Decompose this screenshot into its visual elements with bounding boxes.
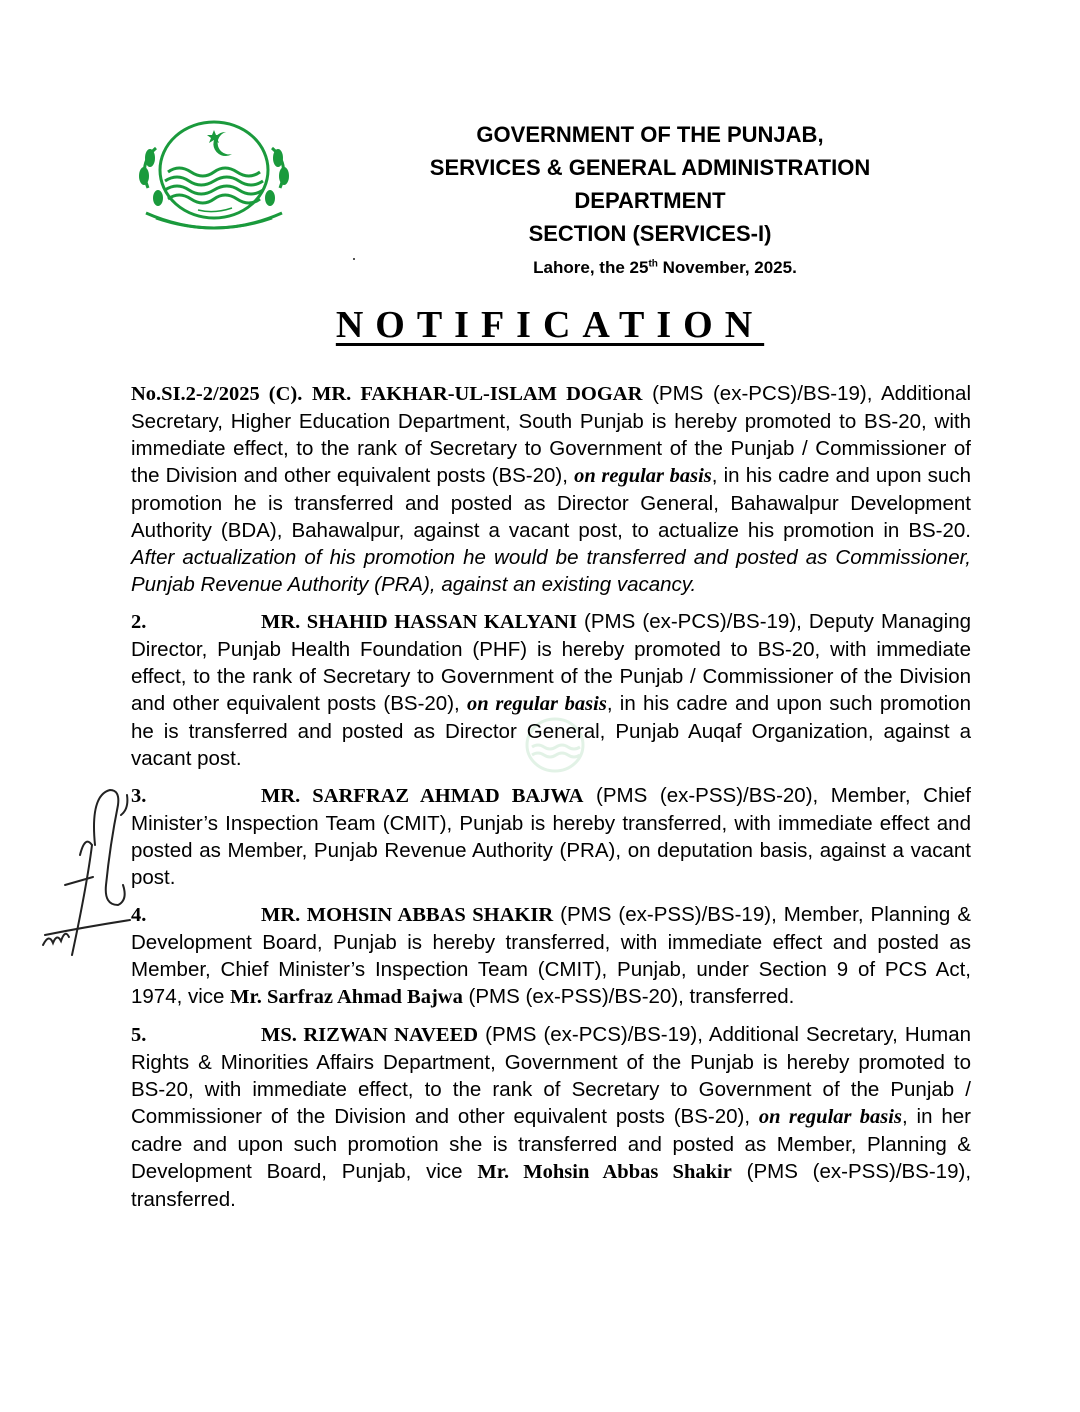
paragraph-5 bbox=[131, 1021, 971, 1213]
notification-date bbox=[370, 258, 960, 278]
paragraph-text: , in his cadre and upon such promotion he is transferred and posted as Director General, Punjab Auqaf Organization, against a vacant post. bbox=[131, 692, 971, 770]
paragraph-text: (PMS (ex-PCS)/BS-19), Additional Secretary, Higher Education Department, South Punjab is hereby promoted to BS-20, with immediate effect, to the rank of Secretary to Government of the Punjab / Commissioner of the Division and other equivalent posts (BS-20), bbox=[131, 382, 971, 487]
punjab-emblem-icon bbox=[128, 118, 300, 238]
paragraph-text: , in his cadre and upon such promotion he is transferred and posted as Director General, Bahawalpur Development Authority (BDA), Bahawalpur, against a vacant post, to actualize his promotion in BS-20. bbox=[131, 464, 971, 542]
paragraph-text: (PMS (ex-PCS)/BS-19), Deputy Managing Director, Punjab Health Foundation (PHF) is hereby promoted to BS-20, with immediate effect, to the rank of Secretary to Government of the Punjab / Commissioner of the Division and other equivalent posts (BS-20), bbox=[131, 610, 972, 715]
paragraph-1 bbox=[131, 380, 971, 598]
header-line-4: SECTION (SERVICES-I) bbox=[528, 221, 772, 246]
notification-body bbox=[131, 380, 971, 1223]
referenced-officer: Mr. Mohsin Abbas Shakir bbox=[477, 1161, 732, 1183]
referenced-officer: Mr. Sarfraz Ahmad Bajwa bbox=[230, 986, 463, 1008]
header-line-2: SERVICES & GENERAL ADMINISTRATION bbox=[429, 155, 871, 180]
paragraph-text: , in her cadre and upon such promotion she is transferred and posted as Member, Planning & Development Board, Punjab, vice bbox=[131, 1105, 971, 1183]
paragraph-number: 4. bbox=[131, 904, 147, 926]
italic-note: After actualization of his promotion he would be transferred and posted as Commissioner, Punjab Revenue Authority (PRA), against an existing vacancy. bbox=[131, 546, 971, 596]
paragraph-number: 3. bbox=[131, 785, 147, 807]
paragraph-2 bbox=[131, 608, 971, 772]
officer-name: MS. RIZWAN NAVEED bbox=[261, 1024, 479, 1046]
notification-title bbox=[0, 303, 1080, 347]
title-text: NOTIFICATION bbox=[335, 304, 765, 346]
emphasis-text: on regular basis bbox=[574, 465, 712, 487]
paragraph-text: (PMS (ex-PSS)/BS-20), Member, Chief Minister’s Inspection Team (CMIT), Punjab is hereby transferred, with immediate effect and posted as Member, Punjab Revenue Authority (PRA), on deputation basis, against a vacant post. bbox=[131, 784, 971, 889]
officer-name: MR. MOHSIN ABBAS SHAKIR bbox=[261, 904, 554, 926]
header-line-1: GOVERNMENT OF THE PUNJAB, bbox=[476, 122, 824, 147]
officer-name: MR. SHAHID HASSAN KALYANI bbox=[261, 611, 577, 633]
officer-name: MR. SARFRAZ AHMAD BAJWA bbox=[261, 785, 584, 807]
date-superscript: th bbox=[648, 258, 658, 270]
paragraph-3 bbox=[131, 782, 971, 891]
stray-dot bbox=[353, 258, 355, 260]
header-line-3: DEPARTMENT bbox=[574, 188, 726, 213]
paragraph-4 bbox=[131, 901, 971, 1011]
emphasis-text: on regular basis bbox=[466, 693, 607, 715]
date-suffix: November, 2025. bbox=[657, 258, 797, 277]
paragraph-text: (PMS (ex-PCS)/BS-19), Additional Secretary, Human Rights & Minorities Affairs Department, Government of the Punjab is hereby promoted to BS-20, with immediate effect, to the rank of Secretary to Government of the Punjab / Commissioner of the Division and other equivalent posts (BS-20), bbox=[131, 1023, 971, 1128]
paragraph-text: (PMS (ex-PSS)/BS-20), transferred. bbox=[462, 985, 795, 1008]
reference-number: No.SI.2-2/2025 (C). bbox=[131, 383, 303, 405]
department-header bbox=[370, 118, 930, 250]
officer-name: MR. FAKHAR-UL-ISLAM DOGAR bbox=[312, 383, 643, 405]
paragraph-number: 5. bbox=[131, 1024, 147, 1046]
date-prefix: Lahore, the 25 bbox=[533, 258, 649, 277]
paragraph-text: (PMS (ex-PSS)/BS-19), transferred. bbox=[131, 1160, 972, 1211]
signature-icon bbox=[35, 785, 135, 965]
paragraph-number: 2. bbox=[131, 611, 147, 633]
paragraph-text: (PMS (ex-PSS)/BS-19), Member, Planning & Development Board, Punjab is hereby transferred, with immediate effect and posted as Member, Chief Minister’s Inspection Team (CMIT), Punjab, under Section 9 of PCS Act, 1974, vice bbox=[131, 903, 972, 1008]
emphasis-text: on regular basis bbox=[758, 1106, 902, 1128]
